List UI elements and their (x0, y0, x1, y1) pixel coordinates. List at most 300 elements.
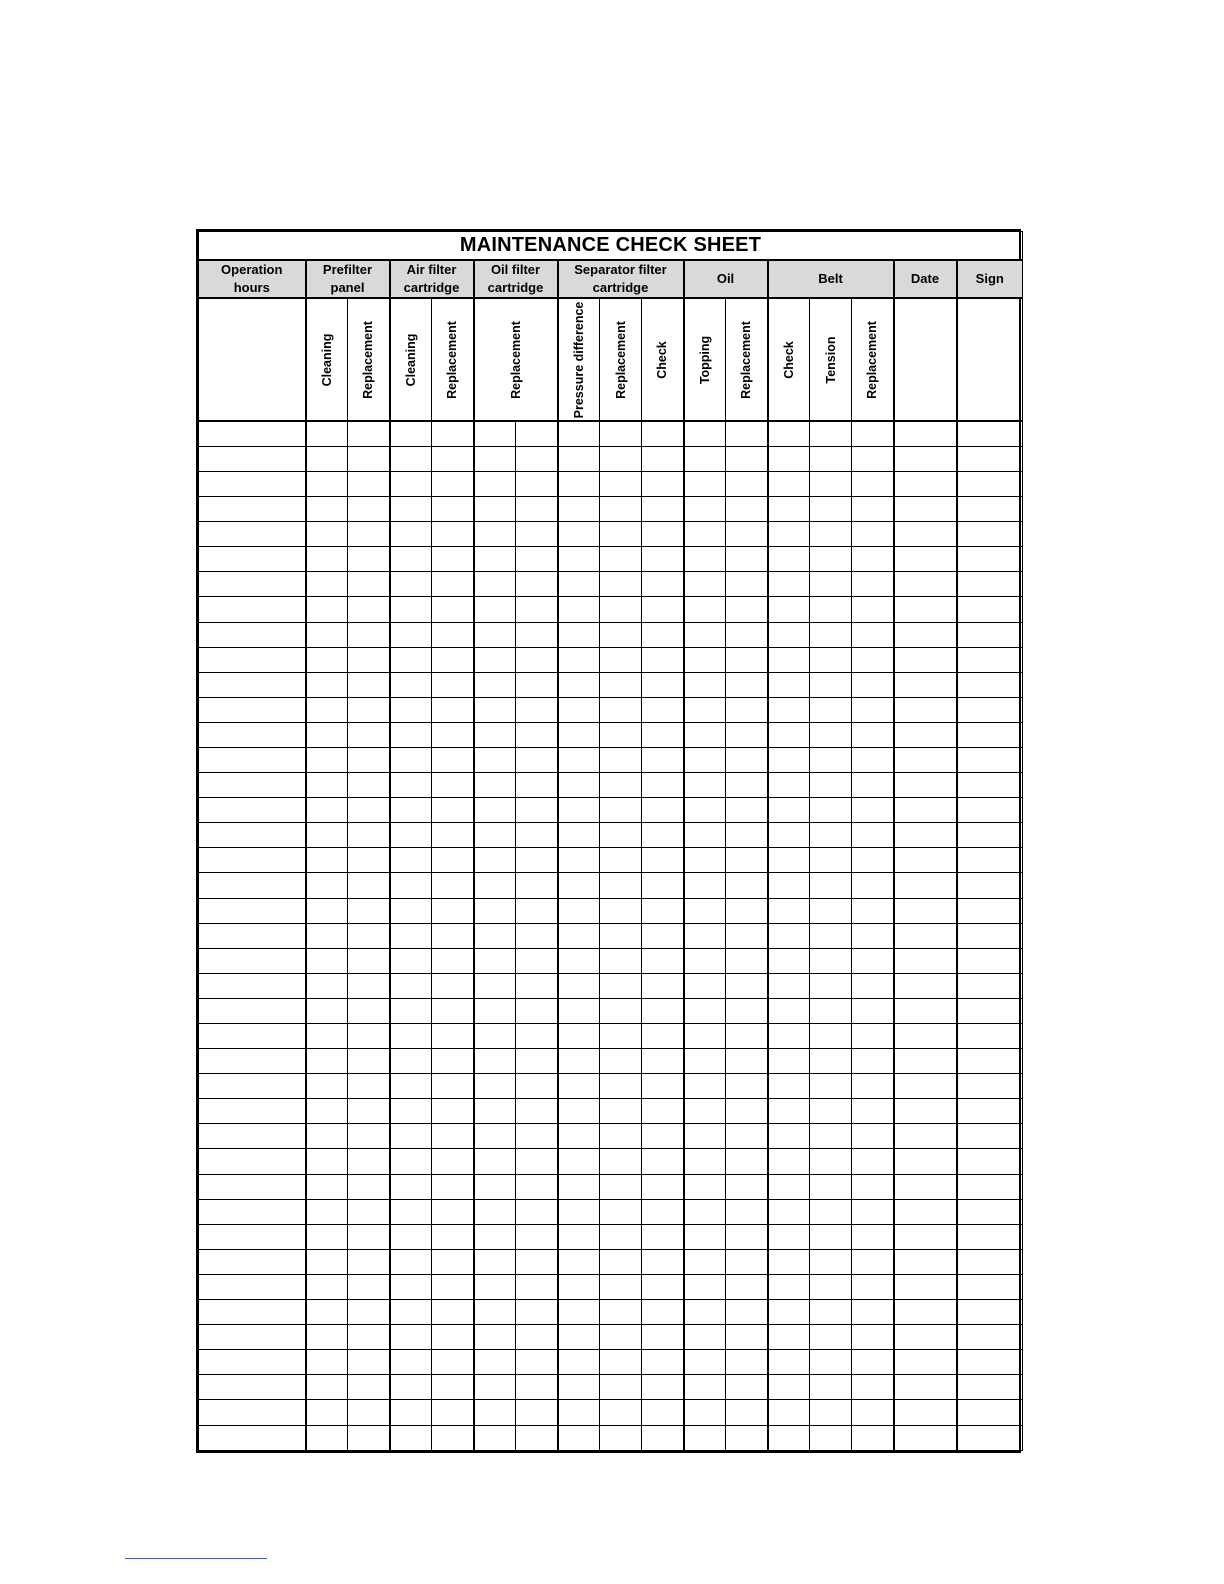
cell-oil-filter-replacement-b[interactable] (516, 848, 558, 873)
cell-operation-hours[interactable] (199, 747, 306, 772)
cell-date[interactable] (894, 1274, 957, 1299)
cell-separator-check[interactable] (642, 923, 684, 948)
cell-separator-replacement[interactable] (600, 1325, 642, 1350)
cell-air-filter-cleaning[interactable] (390, 1325, 432, 1350)
cell-date[interactable] (894, 823, 957, 848)
cell-sign[interactable] (957, 1024, 1023, 1049)
cell-sign[interactable] (957, 647, 1023, 672)
cell-oil-topping[interactable] (684, 798, 726, 823)
cell-operation-hours[interactable] (199, 547, 306, 572)
cell-oil-replacement[interactable] (726, 948, 768, 973)
cell-date[interactable] (894, 672, 957, 697)
cell-belt-replacement[interactable] (852, 572, 894, 597)
cell-belt-check[interactable] (768, 1074, 810, 1099)
cell-date[interactable] (894, 1149, 957, 1174)
cell-belt-replacement[interactable] (852, 622, 894, 647)
cell-sign[interactable] (957, 1274, 1023, 1299)
cell-oil-filter-replacement-a[interactable] (474, 471, 516, 496)
cell-operation-hours[interactable] (199, 421, 306, 446)
cell-separator-pressure-difference[interactable] (558, 948, 600, 973)
cell-separator-check[interactable] (642, 597, 684, 622)
cell-operation-hours[interactable] (199, 1149, 306, 1174)
cell-prefilter-replacement[interactable] (348, 1350, 390, 1375)
cell-oil-filter-replacement-a[interactable] (474, 1425, 516, 1450)
cell-sign[interactable] (957, 898, 1023, 923)
cell-belt-check[interactable] (768, 848, 810, 873)
cell-air-filter-cleaning[interactable] (390, 798, 432, 823)
cell-belt-tension[interactable] (810, 973, 852, 998)
cell-belt-tension[interactable] (810, 1149, 852, 1174)
cell-prefilter-replacement[interactable] (348, 522, 390, 547)
cell-air-filter-replacement[interactable] (432, 973, 474, 998)
cell-oil-replacement[interactable] (726, 973, 768, 998)
cell-sign[interactable] (957, 973, 1023, 998)
cell-separator-pressure-difference[interactable] (558, 547, 600, 572)
cell-belt-check[interactable] (768, 547, 810, 572)
cell-separator-replacement[interactable] (600, 1024, 642, 1049)
cell-date[interactable] (894, 497, 957, 522)
cell-oil-topping[interactable] (684, 722, 726, 747)
cell-date[interactable] (894, 471, 957, 496)
cell-sign[interactable] (957, 1350, 1023, 1375)
cell-air-filter-cleaning[interactable] (390, 1300, 432, 1325)
cell-date[interactable] (894, 522, 957, 547)
cell-belt-tension[interactable] (810, 1049, 852, 1074)
cell-belt-replacement[interactable] (852, 1425, 894, 1450)
cell-separator-pressure-difference[interactable] (558, 973, 600, 998)
cell-separator-pressure-difference[interactable] (558, 848, 600, 873)
cell-belt-tension[interactable] (810, 1074, 852, 1099)
cell-operation-hours[interactable] (199, 973, 306, 998)
cell-belt-check[interactable] (768, 1049, 810, 1074)
cell-oil-filter-replacement-b[interactable] (516, 421, 558, 446)
cell-separator-check[interactable] (642, 747, 684, 772)
cell-oil-replacement[interactable] (726, 1099, 768, 1124)
cell-oil-replacement[interactable] (726, 1074, 768, 1099)
cell-prefilter-cleaning[interactable] (306, 1099, 348, 1124)
cell-separator-check[interactable] (642, 1124, 684, 1149)
cell-belt-tension[interactable] (810, 898, 852, 923)
cell-operation-hours[interactable] (199, 873, 306, 898)
cell-air-filter-replacement[interactable] (432, 1350, 474, 1375)
cell-oil-replacement[interactable] (726, 597, 768, 622)
cell-prefilter-replacement[interactable] (348, 421, 390, 446)
cell-belt-tension[interactable] (810, 421, 852, 446)
cell-oil-topping[interactable] (684, 1375, 726, 1400)
cell-belt-check[interactable] (768, 998, 810, 1023)
cell-belt-check[interactable] (768, 446, 810, 471)
cell-air-filter-replacement[interactable] (432, 547, 474, 572)
cell-oil-topping[interactable] (684, 1274, 726, 1299)
cell-prefilter-cleaning[interactable] (306, 1074, 348, 1099)
cell-separator-pressure-difference[interactable] (558, 1049, 600, 1074)
cell-separator-replacement[interactable] (600, 798, 642, 823)
cell-air-filter-replacement[interactable] (432, 798, 474, 823)
cell-belt-tension[interactable] (810, 672, 852, 697)
cell-sign[interactable] (957, 848, 1023, 873)
cell-belt-replacement[interactable] (852, 1350, 894, 1375)
cell-sign[interactable] (957, 1099, 1023, 1124)
cell-sign[interactable] (957, 421, 1023, 446)
cell-oil-filter-replacement-b[interactable] (516, 1274, 558, 1299)
cell-oil-topping[interactable] (684, 923, 726, 948)
cell-separator-replacement[interactable] (600, 1174, 642, 1199)
cell-operation-hours[interactable] (199, 622, 306, 647)
cell-date[interactable] (894, 446, 957, 471)
cell-operation-hours[interactable] (199, 1350, 306, 1375)
cell-operation-hours[interactable] (199, 572, 306, 597)
cell-belt-replacement[interactable] (852, 798, 894, 823)
cell-sign[interactable] (957, 1224, 1023, 1249)
cell-date[interactable] (894, 1249, 957, 1274)
cell-prefilter-cleaning[interactable] (306, 923, 348, 948)
cell-air-filter-cleaning[interactable] (390, 497, 432, 522)
cell-operation-hours[interactable] (199, 722, 306, 747)
cell-sign[interactable] (957, 747, 1023, 772)
cell-oil-filter-replacement-a[interactable] (474, 1400, 516, 1425)
cell-prefilter-cleaning[interactable] (306, 1124, 348, 1149)
cell-operation-hours[interactable] (199, 597, 306, 622)
cell-oil-filter-replacement-b[interactable] (516, 1375, 558, 1400)
cell-prefilter-cleaning[interactable] (306, 1024, 348, 1049)
cell-air-filter-replacement[interactable] (432, 697, 474, 722)
cell-operation-hours[interactable] (199, 1024, 306, 1049)
cell-oil-filter-replacement-b[interactable] (516, 1174, 558, 1199)
cell-separator-pressure-difference[interactable] (558, 1274, 600, 1299)
cell-oil-replacement[interactable] (726, 572, 768, 597)
cell-oil-filter-replacement-a[interactable] (474, 1024, 516, 1049)
cell-belt-check[interactable] (768, 898, 810, 923)
cell-belt-check[interactable] (768, 647, 810, 672)
cell-belt-tension[interactable] (810, 848, 852, 873)
cell-operation-hours[interactable] (199, 1249, 306, 1274)
cell-air-filter-cleaning[interactable] (390, 1274, 432, 1299)
cell-oil-filter-replacement-a[interactable] (474, 722, 516, 747)
cell-air-filter-cleaning[interactable] (390, 547, 432, 572)
cell-belt-tension[interactable] (810, 1300, 852, 1325)
cell-prefilter-replacement[interactable] (348, 1024, 390, 1049)
cell-date[interactable] (894, 572, 957, 597)
cell-operation-hours[interactable] (199, 522, 306, 547)
cell-separator-replacement[interactable] (600, 747, 642, 772)
cell-air-filter-cleaning[interactable] (390, 1400, 432, 1425)
cell-oil-topping[interactable] (684, 873, 726, 898)
cell-separator-pressure-difference[interactable] (558, 1174, 600, 1199)
cell-belt-check[interactable] (768, 1224, 810, 1249)
cell-separator-pressure-difference[interactable] (558, 1375, 600, 1400)
cell-operation-hours[interactable] (199, 823, 306, 848)
cell-prefilter-cleaning[interactable] (306, 973, 348, 998)
cell-separator-check[interactable] (642, 1099, 684, 1124)
cell-belt-check[interactable] (768, 1149, 810, 1174)
cell-air-filter-cleaning[interactable] (390, 1249, 432, 1274)
cell-sign[interactable] (957, 998, 1023, 1023)
cell-oil-replacement[interactable] (726, 1325, 768, 1350)
cell-oil-filter-replacement-b[interactable] (516, 647, 558, 672)
cell-prefilter-replacement[interactable] (348, 948, 390, 973)
cell-belt-tension[interactable] (810, 873, 852, 898)
cell-sign[interactable] (957, 547, 1023, 572)
cell-oil-replacement[interactable] (726, 1425, 768, 1450)
cell-oil-topping[interactable] (684, 522, 726, 547)
cell-oil-replacement[interactable] (726, 1149, 768, 1174)
cell-air-filter-replacement[interactable] (432, 1300, 474, 1325)
cell-prefilter-replacement[interactable] (348, 1425, 390, 1450)
cell-prefilter-replacement[interactable] (348, 572, 390, 597)
cell-oil-filter-replacement-b[interactable] (516, 923, 558, 948)
cell-prefilter-replacement[interactable] (348, 722, 390, 747)
cell-belt-check[interactable] (768, 798, 810, 823)
cell-belt-replacement[interactable] (852, 873, 894, 898)
cell-belt-tension[interactable] (810, 1249, 852, 1274)
cell-separator-replacement[interactable] (600, 823, 642, 848)
cell-oil-replacement[interactable] (726, 747, 768, 772)
cell-prefilter-replacement[interactable] (348, 1124, 390, 1149)
cell-belt-check[interactable] (768, 923, 810, 948)
cell-belt-check[interactable] (768, 1249, 810, 1274)
cell-belt-replacement[interactable] (852, 948, 894, 973)
cell-prefilter-cleaning[interactable] (306, 798, 348, 823)
cell-belt-check[interactable] (768, 1199, 810, 1224)
cell-belt-check[interactable] (768, 1350, 810, 1375)
cell-prefilter-replacement[interactable] (348, 898, 390, 923)
cell-separator-replacement[interactable] (600, 497, 642, 522)
cell-operation-hours[interactable] (199, 1174, 306, 1199)
cell-air-filter-replacement[interactable] (432, 497, 474, 522)
cell-separator-pressure-difference[interactable] (558, 1300, 600, 1325)
cell-prefilter-cleaning[interactable] (306, 773, 348, 798)
cell-air-filter-cleaning[interactable] (390, 672, 432, 697)
cell-belt-tension[interactable] (810, 471, 852, 496)
cell-oil-filter-replacement-b[interactable] (516, 1124, 558, 1149)
cell-prefilter-cleaning[interactable] (306, 622, 348, 647)
cell-operation-hours[interactable] (199, 446, 306, 471)
cell-air-filter-cleaning[interactable] (390, 973, 432, 998)
cell-separator-check[interactable] (642, 697, 684, 722)
cell-operation-hours[interactable] (199, 1224, 306, 1249)
cell-oil-filter-replacement-b[interactable] (516, 798, 558, 823)
cell-oil-filter-replacement-b[interactable] (516, 898, 558, 923)
cell-air-filter-replacement[interactable] (432, 773, 474, 798)
cell-prefilter-cleaning[interactable] (306, 1199, 348, 1224)
cell-sign[interactable] (957, 1400, 1023, 1425)
cell-belt-check[interactable] (768, 1099, 810, 1124)
cell-belt-tension[interactable] (810, 1174, 852, 1199)
cell-oil-topping[interactable] (684, 597, 726, 622)
cell-prefilter-cleaning[interactable] (306, 848, 348, 873)
cell-separator-replacement[interactable] (600, 948, 642, 973)
cell-oil-replacement[interactable] (726, 798, 768, 823)
cell-oil-replacement[interactable] (726, 647, 768, 672)
cell-date[interactable] (894, 547, 957, 572)
cell-oil-replacement[interactable] (726, 672, 768, 697)
cell-belt-tension[interactable] (810, 1024, 852, 1049)
cell-prefilter-cleaning[interactable] (306, 1350, 348, 1375)
cell-oil-filter-replacement-a[interactable] (474, 1074, 516, 1099)
cell-prefilter-replacement[interactable] (348, 622, 390, 647)
cell-oil-filter-replacement-b[interactable] (516, 1224, 558, 1249)
cell-oil-filter-replacement-a[interactable] (474, 497, 516, 522)
cell-oil-filter-replacement-a[interactable] (474, 1224, 516, 1249)
cell-date[interactable] (894, 1375, 957, 1400)
cell-prefilter-replacement[interactable] (348, 1074, 390, 1099)
cell-air-filter-cleaning[interactable] (390, 1375, 432, 1400)
cell-oil-topping[interactable] (684, 1024, 726, 1049)
cell-operation-hours[interactable] (199, 497, 306, 522)
cell-date[interactable] (894, 1049, 957, 1074)
cell-oil-filter-replacement-a[interactable] (474, 1199, 516, 1224)
cell-oil-replacement[interactable] (726, 421, 768, 446)
cell-operation-hours[interactable] (199, 647, 306, 672)
cell-prefilter-cleaning[interactable] (306, 1224, 348, 1249)
cell-oil-filter-replacement-b[interactable] (516, 1149, 558, 1174)
cell-oil-topping[interactable] (684, 1425, 726, 1450)
cell-belt-tension[interactable] (810, 597, 852, 622)
cell-sign[interactable] (957, 1375, 1023, 1400)
cell-prefilter-cleaning[interactable] (306, 722, 348, 747)
cell-prefilter-replacement[interactable] (348, 1199, 390, 1224)
cell-separator-replacement[interactable] (600, 421, 642, 446)
cell-prefilter-cleaning[interactable] (306, 446, 348, 471)
cell-belt-check[interactable] (768, 1375, 810, 1400)
cell-oil-filter-replacement-b[interactable] (516, 522, 558, 547)
cell-prefilter-replacement[interactable] (348, 446, 390, 471)
cell-prefilter-replacement[interactable] (348, 471, 390, 496)
cell-oil-filter-replacement-a[interactable] (474, 1350, 516, 1375)
cell-oil-filter-replacement-b[interactable] (516, 873, 558, 898)
cell-belt-tension[interactable] (810, 747, 852, 772)
cell-prefilter-replacement[interactable] (348, 1049, 390, 1074)
cell-separator-check[interactable] (642, 1074, 684, 1099)
cell-operation-hours[interactable] (199, 948, 306, 973)
cell-operation-hours[interactable] (199, 1049, 306, 1074)
cell-separator-check[interactable] (642, 798, 684, 823)
cell-oil-replacement[interactable] (726, 1249, 768, 1274)
cell-air-filter-replacement[interactable] (432, 1325, 474, 1350)
cell-separator-replacement[interactable] (600, 471, 642, 496)
cell-belt-replacement[interactable] (852, 1400, 894, 1425)
cell-date[interactable] (894, 1099, 957, 1124)
cell-separator-pressure-difference[interactable] (558, 873, 600, 898)
cell-operation-hours[interactable] (199, 672, 306, 697)
cell-sign[interactable] (957, 1249, 1023, 1274)
cell-air-filter-replacement[interactable] (432, 923, 474, 948)
cell-separator-check[interactable] (642, 898, 684, 923)
cell-belt-tension[interactable] (810, 622, 852, 647)
cell-belt-replacement[interactable] (852, 672, 894, 697)
cell-air-filter-cleaning[interactable] (390, 1174, 432, 1199)
cell-belt-check[interactable] (768, 948, 810, 973)
cell-sign[interactable] (957, 1199, 1023, 1224)
cell-separator-check[interactable] (642, 421, 684, 446)
cell-separator-check[interactable] (642, 1174, 684, 1199)
cell-belt-check[interactable] (768, 1124, 810, 1149)
cell-belt-replacement[interactable] (852, 497, 894, 522)
cell-separator-pressure-difference[interactable] (558, 622, 600, 647)
cell-air-filter-replacement[interactable] (432, 1375, 474, 1400)
cell-oil-filter-replacement-b[interactable] (516, 1400, 558, 1425)
cell-operation-hours[interactable] (199, 1199, 306, 1224)
cell-oil-replacement[interactable] (726, 471, 768, 496)
cell-separator-check[interactable] (642, 848, 684, 873)
cell-belt-replacement[interactable] (852, 848, 894, 873)
cell-sign[interactable] (957, 1049, 1023, 1074)
cell-prefilter-replacement[interactable] (348, 747, 390, 772)
cell-oil-filter-replacement-a[interactable] (474, 572, 516, 597)
cell-oil-filter-replacement-a[interactable] (474, 923, 516, 948)
cell-date[interactable] (894, 1124, 957, 1149)
cell-belt-check[interactable] (768, 973, 810, 998)
cell-oil-topping[interactable] (684, 898, 726, 923)
cell-air-filter-replacement[interactable] (432, 1124, 474, 1149)
cell-separator-pressure-difference[interactable] (558, 672, 600, 697)
cell-sign[interactable] (957, 1174, 1023, 1199)
cell-separator-check[interactable] (642, 1274, 684, 1299)
cell-separator-replacement[interactable] (600, 1149, 642, 1174)
cell-oil-filter-replacement-a[interactable] (474, 1049, 516, 1074)
cell-oil-replacement[interactable] (726, 823, 768, 848)
cell-belt-replacement[interactable] (852, 1375, 894, 1400)
cell-prefilter-replacement[interactable] (348, 1149, 390, 1174)
cell-oil-topping[interactable] (684, 672, 726, 697)
cell-prefilter-replacement[interactable] (348, 773, 390, 798)
cell-belt-tension[interactable] (810, 522, 852, 547)
cell-air-filter-cleaning[interactable] (390, 747, 432, 772)
cell-prefilter-cleaning[interactable] (306, 998, 348, 1023)
cell-separator-pressure-difference[interactable] (558, 597, 600, 622)
cell-separator-replacement[interactable] (600, 522, 642, 547)
cell-oil-filter-replacement-b[interactable] (516, 497, 558, 522)
cell-separator-pressure-difference[interactable] (558, 747, 600, 772)
cell-belt-replacement[interactable] (852, 1325, 894, 1350)
cell-operation-hours[interactable] (199, 1425, 306, 1450)
cell-date[interactable] (894, 747, 957, 772)
cell-oil-filter-replacement-a[interactable] (474, 622, 516, 647)
cell-oil-replacement[interactable] (726, 522, 768, 547)
cell-separator-pressure-difference[interactable] (558, 446, 600, 471)
cell-belt-tension[interactable] (810, 572, 852, 597)
cell-separator-replacement[interactable] (600, 446, 642, 471)
cell-separator-replacement[interactable] (600, 1224, 642, 1249)
cell-oil-replacement[interactable] (726, 446, 768, 471)
cell-separator-pressure-difference[interactable] (558, 1249, 600, 1274)
cell-oil-topping[interactable] (684, 1400, 726, 1425)
cell-prefilter-cleaning[interactable] (306, 873, 348, 898)
cell-belt-tension[interactable] (810, 1099, 852, 1124)
cell-separator-pressure-difference[interactable] (558, 1350, 600, 1375)
cell-oil-topping[interactable] (684, 446, 726, 471)
cell-belt-check[interactable] (768, 1400, 810, 1425)
cell-air-filter-cleaning[interactable] (390, 848, 432, 873)
cell-date[interactable] (894, 647, 957, 672)
cell-belt-replacement[interactable] (852, 1124, 894, 1149)
cell-separator-pressure-difference[interactable] (558, 1074, 600, 1099)
cell-separator-check[interactable] (642, 998, 684, 1023)
cell-belt-replacement[interactable] (852, 1300, 894, 1325)
cell-separator-pressure-difference[interactable] (558, 647, 600, 672)
cell-separator-replacement[interactable] (600, 1300, 642, 1325)
cell-prefilter-cleaning[interactable] (306, 1049, 348, 1074)
cell-separator-replacement[interactable] (600, 873, 642, 898)
cell-air-filter-cleaning[interactable] (390, 722, 432, 747)
cell-operation-hours[interactable] (199, 1074, 306, 1099)
cell-oil-replacement[interactable] (726, 1224, 768, 1249)
cell-prefilter-replacement[interactable] (348, 597, 390, 622)
cell-air-filter-cleaning[interactable] (390, 1124, 432, 1149)
cell-sign[interactable] (957, 622, 1023, 647)
cell-belt-replacement[interactable] (852, 1024, 894, 1049)
cell-separator-pressure-difference[interactable] (558, 898, 600, 923)
